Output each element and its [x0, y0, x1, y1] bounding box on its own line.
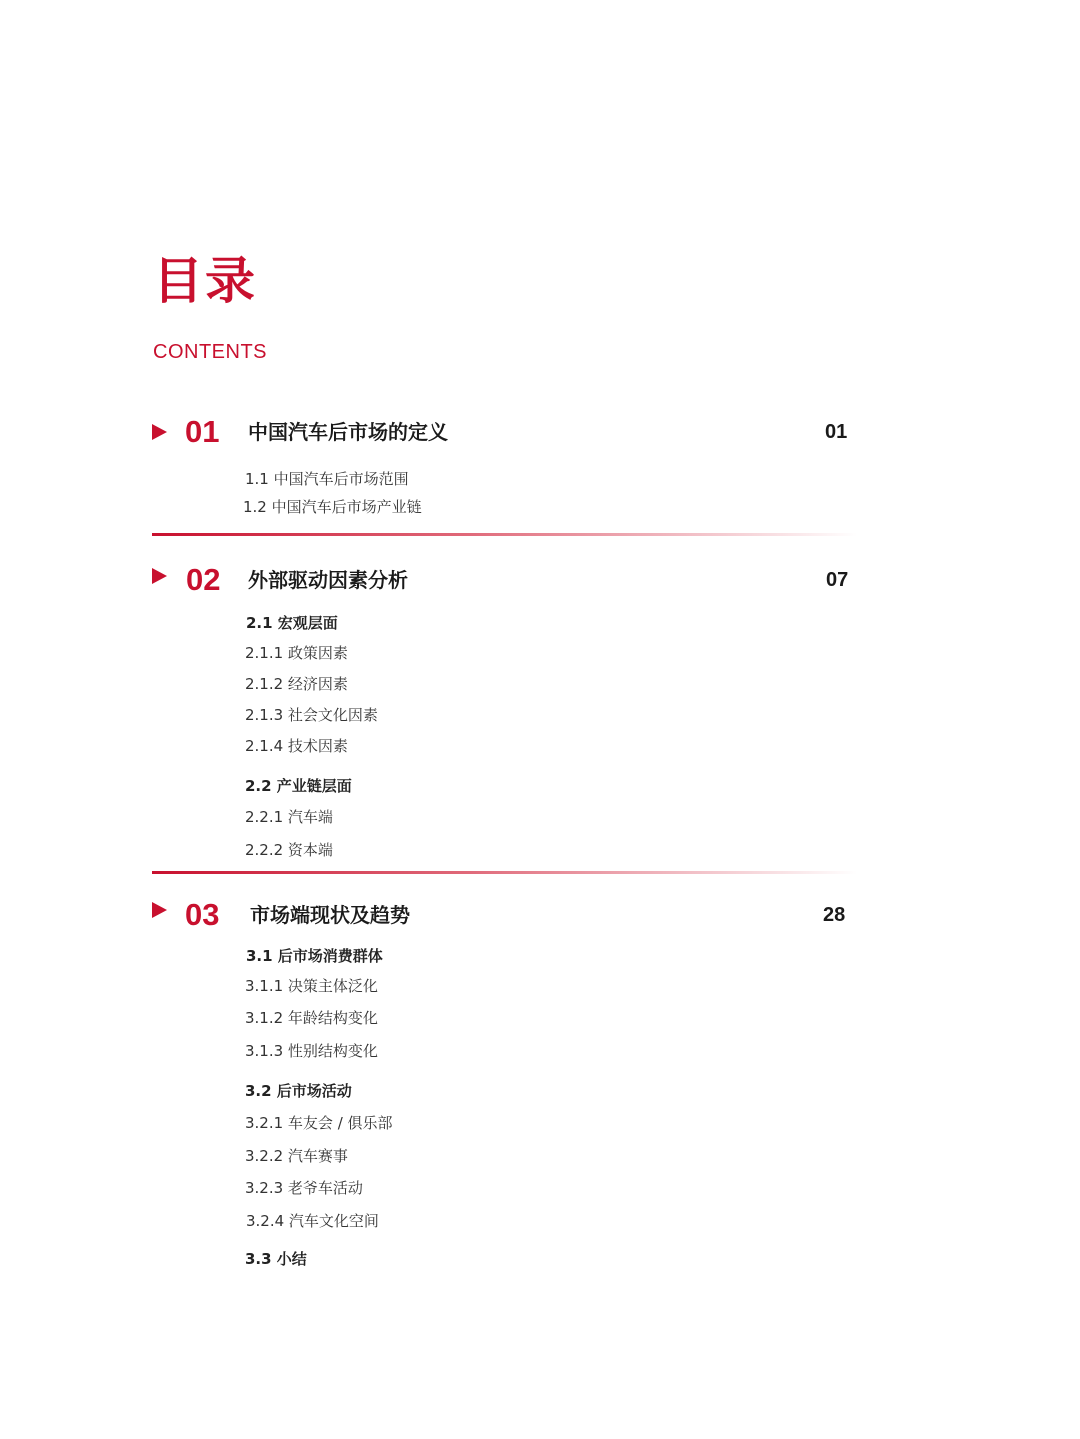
toc-item: 3.1.2 年龄结构变化 [245, 1009, 378, 1027]
toc-title: 目录 [153, 252, 257, 310]
section-header [0, 897, 1080, 933]
toc-subtitle: CONTENTS [153, 341, 267, 363]
toc-item: 3.1 后市场消费群体 [246, 947, 383, 965]
toc-item: 3.2.2 汽车赛事 [245, 1147, 348, 1165]
toc-item: 2.1.3 社会文化因素 [245, 706, 378, 724]
section-number: 02 [186, 562, 221, 597]
section-divider [152, 533, 857, 536]
toc-item: 2.2.1 汽车端 [245, 808, 333, 826]
triangle-arrow-icon [152, 902, 167, 918]
toc-item: 3.2 后市场活动 [245, 1082, 352, 1100]
section-divider [152, 871, 857, 874]
triangle-arrow-icon [152, 568, 167, 584]
section-header [0, 414, 1080, 450]
toc-item: 2.2 产业链层面 [245, 777, 352, 795]
section-page-number: 07 [826, 569, 849, 591]
triangle-arrow-icon [152, 424, 167, 440]
section-title: 市场端现状及趋势 [250, 903, 410, 927]
toc-item: 3.1.1 决策主体泛化 [245, 977, 378, 995]
section-page-number: 28 [823, 904, 846, 926]
toc-item: 3.2.3 老爷车活动 [245, 1179, 363, 1197]
section-title: 外部驱动因素分析 [248, 568, 408, 592]
toc-item: 3.1.3 性别结构变化 [245, 1042, 378, 1060]
toc-item: 1.1 中国汽车后市场范围 [245, 470, 409, 488]
toc-item: 3.2.4 汽车文化空间 [246, 1212, 379, 1230]
toc-item: 2.1.1 政策因素 [245, 644, 348, 662]
toc-item: 2.2.2 资本端 [245, 841, 333, 859]
toc-item: 2.1.2 经济因素 [245, 675, 348, 693]
toc-item: 2.1 宏观层面 [246, 614, 338, 632]
toc-item: 1.2 中国汽车后市场产业链 [243, 498, 422, 516]
section-title: 中国汽车后市场的定义 [248, 420, 448, 444]
toc-item: 3.3 小结 [245, 1250, 307, 1268]
toc-item: 3.2.1 车友会 / 俱乐部 [245, 1114, 393, 1132]
toc-item: 2.1.4 技术因素 [245, 737, 348, 755]
section-number: 03 [185, 897, 220, 932]
section-number: 01 [185, 414, 220, 449]
section-header [0, 562, 1080, 598]
section-page-number: 01 [825, 421, 848, 443]
